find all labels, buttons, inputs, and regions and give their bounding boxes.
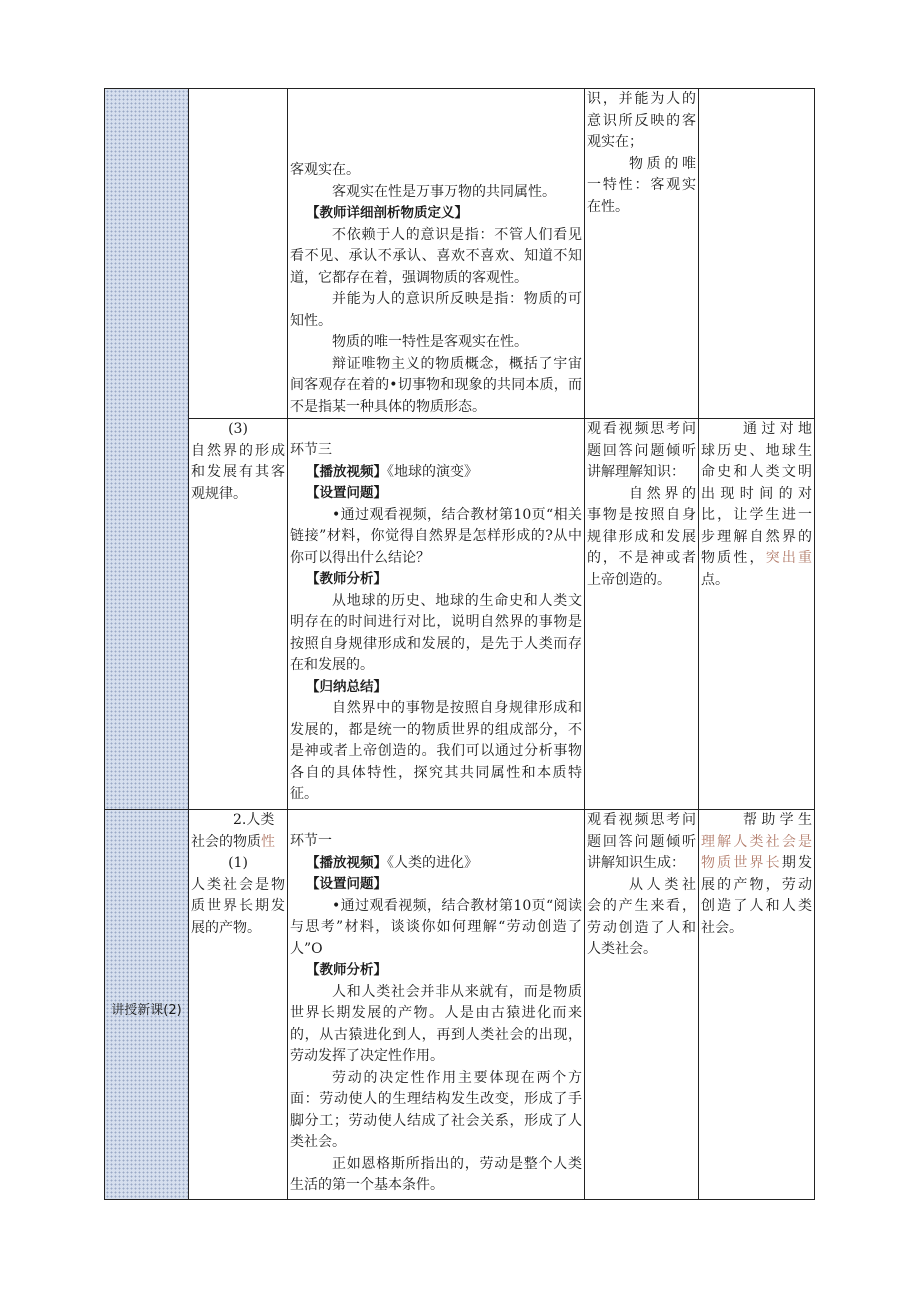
link-heading: 环节一	[290, 833, 332, 849]
student-text: 自然界的事物是按照自身规律形成和发展的，不是神或者上帝创造的。	[587, 485, 696, 588]
topic-number: (1)	[228, 855, 248, 871]
student-text: 识，并能为人的意识所反映的客观实在；	[587, 91, 696, 150]
student-text: 观看视频思考问题回答问题倾听讲解知识生成：	[587, 812, 696, 871]
student-activity-cell	[585, 89, 699, 419]
table-row	[105, 419, 815, 810]
student-text: 从人类社会的产生来看，劳动创造了人和人类社会。	[587, 876, 696, 957]
teacher-tag: 【教师分析】	[306, 571, 387, 587]
intent-highlight: 突出重	[765, 550, 813, 566]
section-label: 讲授新课(2)	[111, 1003, 182, 1018]
topic-text: 人类社会是物质世界长期发展的产物。	[191, 876, 285, 936]
content-paragraph: 不依赖于人的意识是指：不管人们看见看不见、承认不承认、喜欢不喜欢、知道不知道，它都存在着，强调物质的客观性。	[290, 226, 582, 286]
intent-text-end: 期发展的产物，劳动创造了人和人类社会。	[701, 855, 813, 936]
link-heading: 环节三	[290, 442, 332, 458]
intent-text-main: 帮助学生	[743, 812, 812, 828]
intent-highlight: 理解人类社会是物质世界长	[701, 833, 812, 871]
design-intent-cell	[699, 89, 815, 419]
intent-text	[701, 810, 812, 939]
student-activity-cell	[585, 419, 699, 810]
teacher-tag: 【播放视频】	[306, 463, 387, 480]
teacher-tag: 【设置问题】	[306, 485, 387, 501]
content-line: 客观实在。	[290, 162, 360, 178]
topic-heading-text: 2.人类社会的物质	[191, 812, 275, 850]
teacher-tag: 【归纳总结】	[306, 678, 387, 695]
student-activity-cell	[585, 810, 699, 1200]
teacher-tag: 【设置问题】	[306, 876, 387, 892]
topic-cell	[189, 419, 288, 810]
student-text: 观看视频思考问题回答问题倾听讲解理解知识：	[587, 421, 696, 480]
table-row	[105, 89, 815, 419]
content-paragraph: 正如恩格斯所指出的，劳动是整个人类生活的第一个基本条件。	[290, 1155, 582, 1193]
table-row	[105, 810, 815, 1200]
topic-number: (3)	[228, 421, 248, 437]
content-paragraph: 物质的唯一特性是客观实在性。	[332, 334, 528, 350]
intent-text	[701, 419, 812, 591]
design-intent-cell	[699, 810, 815, 1200]
section-cell	[105, 810, 189, 1200]
intent-text-end: 点。	[701, 571, 729, 588]
topic-text: 自然界的形成和发展有其客观规律。	[191, 442, 285, 502]
student-text: 物质的唯一特性：客观实在性。	[587, 155, 696, 215]
teacher-tag: 【教师分析】	[306, 962, 387, 978]
design-intent-cell	[699, 419, 815, 810]
video-title: 《人类的进化》	[387, 854, 478, 871]
content-paragraph: 劳动的决定性作用主要体现在两个方面：劳动使人的生理结构发生改变，形成了手脚分工；劳动使人结成了社会关系，形成了人类社会。	[290, 1069, 582, 1150]
content-paragraph: 辩证唯物主义的物质概念，概括了宇宙间客观存在着的•切事物和现象的共同本质，而不是指某一种具体的物质形态。	[290, 355, 582, 415]
content-paragraph: 并能为人的意识所反映是指：物质的可知性。	[290, 291, 582, 329]
content-paragraph: 从地球的历史、地球的生命史和人类文明存在的时间进行对比，说明自然界的事物是按照自身规律形成和发展的，是先于人类而存在和发展的。	[290, 592, 582, 673]
content-paragraph: 自然界中的事物是按照自身规律形成和发展的，都是统一的物质世界的组成部分，不是神或者上帝创造的。我们可以通过分析事物各自的具体特性，探究其共同属性和本质特征。	[290, 700, 582, 802]
content-cell	[288, 810, 585, 1200]
content-paragraph: •通过观看视频，结合教材第10页“相关链接”材料，你觉得自然界是怎样形成的?从中你可以得出什么结论？	[290, 506, 582, 566]
content-paragraph: •通过观看视频，结合教材第10页“阅读与思考”材料，谈谈你如何理解“劳动创造了人”O	[290, 897, 582, 957]
topic-cell	[189, 89, 288, 419]
teacher-tag: 【播放视频】	[306, 854, 387, 871]
intent-text-main: 通过对地球历史、地球生命史和人类文明出现时间的对比，让学生进一步理解自然界的物质性，	[701, 421, 812, 566]
content-line: 客观实在性是万事万物的共同属性。	[332, 183, 556, 200]
content-cell	[288, 419, 585, 810]
teacher-tag: 【教师详细剖析物质定义】	[306, 205, 468, 221]
topic-heading-highlight: 性	[261, 833, 275, 850]
content-cell	[288, 89, 585, 419]
section-cell	[105, 89, 189, 810]
lesson-plan-table	[104, 88, 815, 1200]
topic-cell	[189, 810, 288, 1200]
video-title: 《地球的演变》	[387, 463, 478, 480]
content-paragraph: 人和人类社会并非从来就有，而是物质世界长期发展的产物。人是由古猿进化而来的，从古猿进化到人，再到人类社会的出现，劳动发挥了决定性作用。	[290, 983, 582, 1064]
topic-heading	[191, 810, 285, 853]
